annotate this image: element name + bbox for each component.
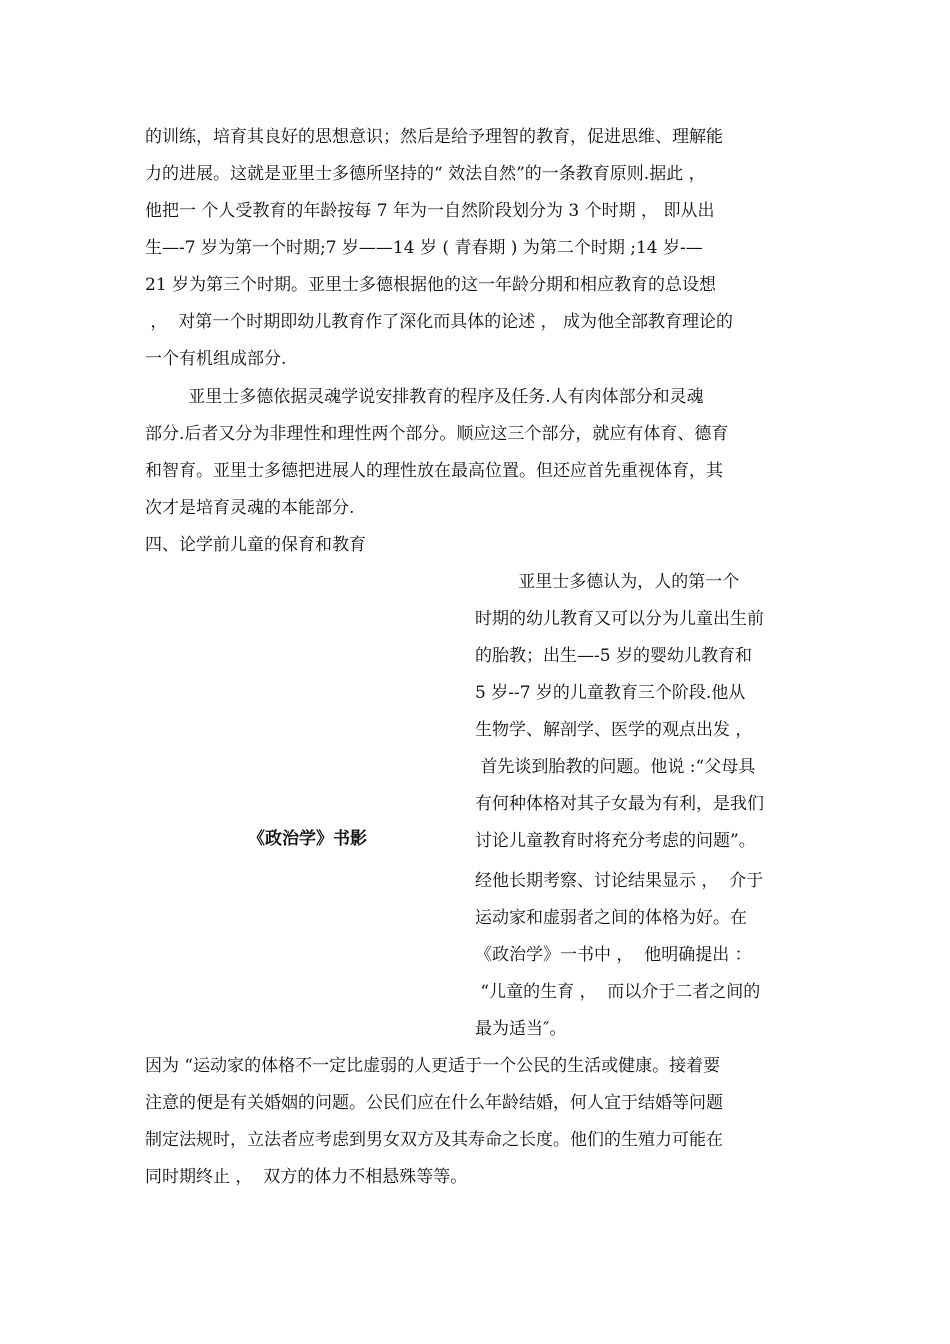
para1-line: 力的进展。这就是亚里士多德所坚持的“ 效法自然”的一条教育原则.据此 ， — [145, 164, 706, 184]
column-line: 有何种体格对其子女最为有利，是我们 — [475, 794, 764, 814]
column-line: 《政治学》一书中 ， 他明确提出 ： — [475, 945, 752, 965]
para1-line: 21 岁为第三个时期。亚里士多德根据他的这一年龄分期和相应教育的总设想 — [145, 275, 717, 295]
column-line: 时期的幼儿教育又可以分为儿童出生前 — [475, 609, 764, 629]
column-line: 亚里士多德认为，人的第一个 — [475, 572, 740, 592]
section-heading: 四、论学前儿童的保育和教育 — [145, 535, 366, 555]
column-line: “儿童的生育 ， 而以介于二者之间的 — [475, 982, 761, 1002]
para1-line: 一个有机组成部分. — [145, 349, 287, 369]
para2-line: 和智育。亚里士多德把进展人的理性放在最高位置。但还应首先重视体育，其 — [145, 461, 723, 481]
para1-line: 他把一 个人受教育的年龄按每 7 年为一自然阶段划分为 3 个时期 ， 即从出 — [145, 201, 715, 221]
para4-line: 因为 “运动家的体格不一定比虚弱的人更适于一个公民的生活或健康。接着要 — [145, 1056, 721, 1076]
para2-line: 亚里士多德依据灵魂学说安排教育的程序及任务.人有肉体部分和灵魂 — [145, 387, 704, 407]
para2-line: 次才是培育灵魂的本能部分. — [145, 498, 355, 518]
column-line: 的胎教；出生—-5 岁的婴幼儿教育和 — [475, 646, 752, 666]
column-line: 生物学、解剖学、医学的观点出发 ， — [475, 720, 753, 740]
column-line: 讨论儿童教育时将充分考虑的问题”。 — [475, 831, 756, 851]
column-line: 经他长期考察、讨论结果显示 ， 介于 — [475, 871, 764, 891]
para4-line: 同时期终止 ， 双方的体力不相悬殊等等。 — [145, 1167, 468, 1187]
column-line: 5 岁--7 岁的儿童教育三个阶段.他从 — [475, 683, 746, 703]
para1-line: 的训练，培育其良好的思想意识；然后是给予理智的教育，促进思维、理解能 — [145, 127, 723, 147]
column-line: 首先谈到胎教的问题。他说 :“父母具 — [475, 757, 756, 777]
column-line: 最为适当″。 — [475, 1019, 567, 1039]
para1-line: 生—-7 岁为第一个时期;7 岁——14 岁 ( 青春期 ) 为第二个时期 ;14 岁-— — [145, 238, 703, 258]
figure-caption: 《政治学》书影 — [248, 829, 367, 849]
para1-line: ， 对第一个时期即幼儿教育作了深化而具体的论述 ， 成为他全部教育理论的 — [145, 312, 734, 332]
para4-line: 制定法规时，立法者应考虑到男女双方及其寿命之长度。他们的生殖力可能在 — [145, 1130, 723, 1150]
para4-line: 注意的便是有关婚姻的问题。公民们应在什么年龄结婚，何人宜于结婚等问题 — [145, 1093, 723, 1113]
para2-line: 部分.后者又分为非理性和理性两个部分。顺应这三个部分，就应有体育、德育 — [145, 424, 729, 444]
column-line: 运动家和虚弱者之间的体格为好。在 — [475, 908, 747, 928]
